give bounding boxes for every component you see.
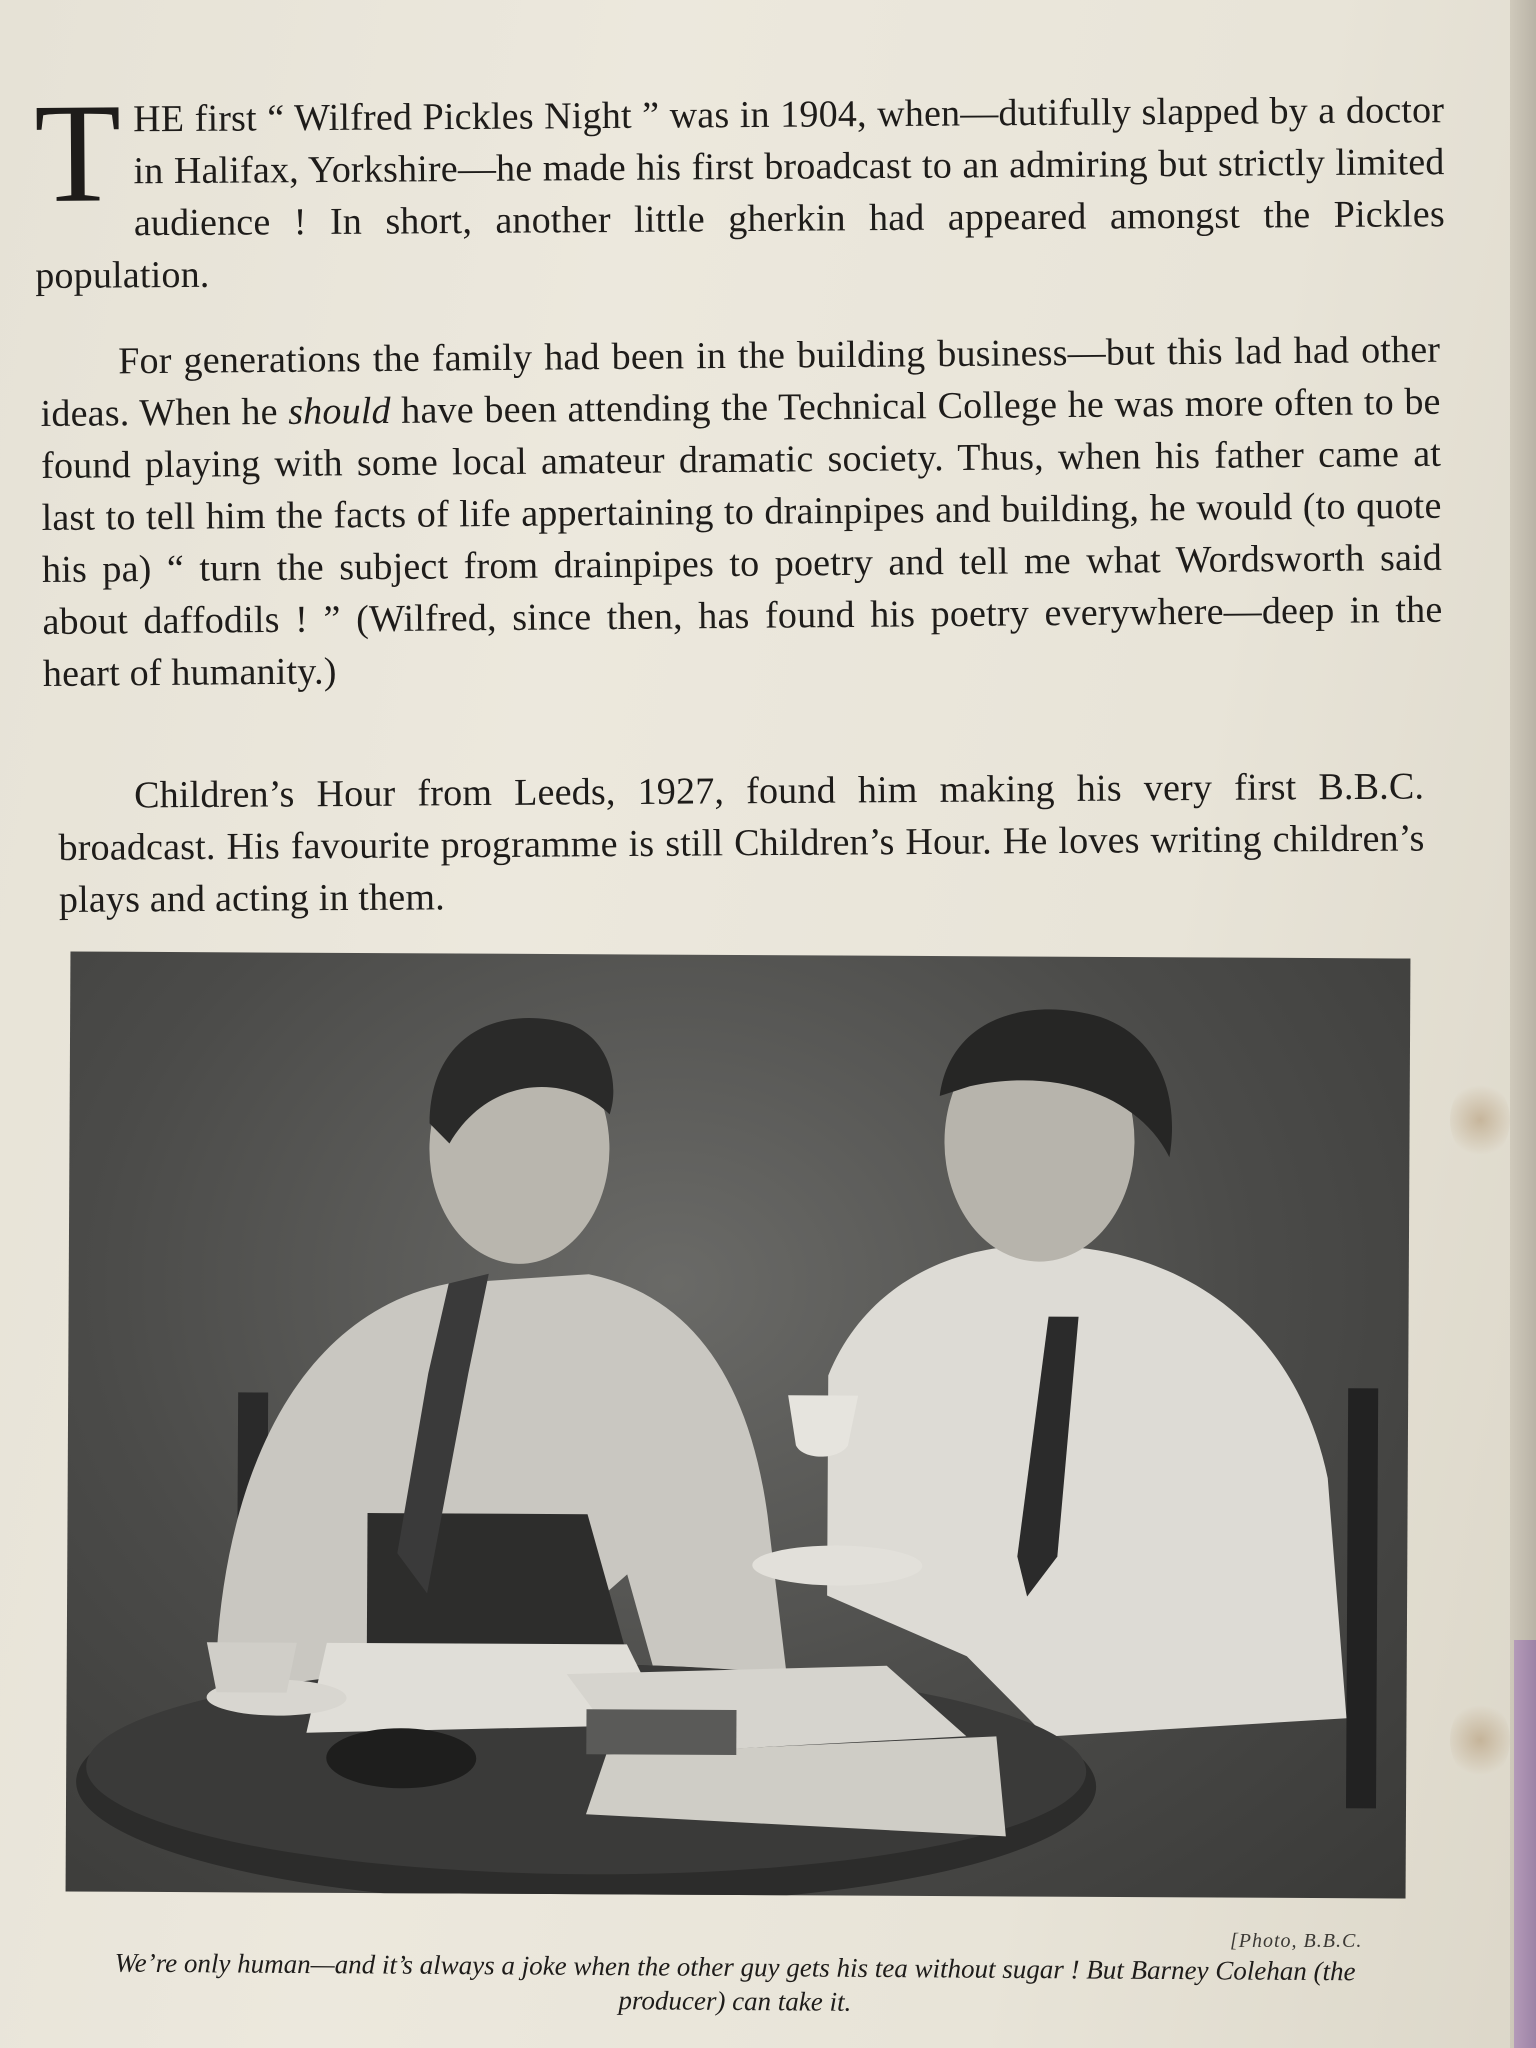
photograph-two-men-at-table — [66, 951, 1411, 1898]
paragraph-2-text-a: For generations the family had been in the building business—but this lad had other ideas. When he — [40, 328, 1441, 435]
cover-edge — [1514, 1640, 1536, 2048]
photo-credit: [Photo, B.B.C. — [1230, 1930, 1363, 1952]
paragraph-3-text: Children’s Hour from Leeds, 1927, found him making his very first B.B.C. broadcast. His favourite programme is still Children’s Hour. He loves writing children’s plays and acting in them. — [58, 765, 1425, 921]
photo-illustration — [66, 951, 1411, 1898]
paragraph-1-text: HE first “ Wilfred Pickles Night ” was in 1904, when—dutifully slapped by a doctor in Halifax, Yorkshire—he made his first broadcast to an admiring but strictly limited audience ! In short, another little gherkin had appeared amongst the Pickles population. — [35, 89, 1446, 297]
paper-stain — [1450, 1080, 1510, 1160]
man-right-shirt — [826, 1244, 1349, 1738]
paper-stain — [1450, 1700, 1510, 1780]
drop-cap: T — [33, 73, 122, 232]
chair-back — [1346, 1388, 1378, 1808]
paragraph-2-text-b: have been attending the Technical College he was more often to be found playing with some local amateur dramatic society. Thus, when his father came at last to tell him the facts of life appertaining to drainpipes and building, he would (to quote his pa) “ turn the subject from drainpipes to poetry and tell me what Wordsworth said about daffodils ! ” (Wilfred, since then, has found his poetry everywhere—deep in the heart of humanity.) — [40, 380, 1443, 695]
article-paragraph-3 — [58, 760, 1425, 926]
article-paragraph-1 — [33, 73, 1446, 302]
cup-left — [207, 1642, 297, 1692]
book-stack — [586, 1709, 736, 1755]
photo-caption: We’re only human—and it’s always a joke when the other guy gets his tea without sugar ! But Barney Colehan (the producer) can take it. — [114, 1947, 1356, 2017]
emphasis-should: should — [288, 389, 391, 433]
article-paragraph-2 — [40, 324, 1443, 700]
